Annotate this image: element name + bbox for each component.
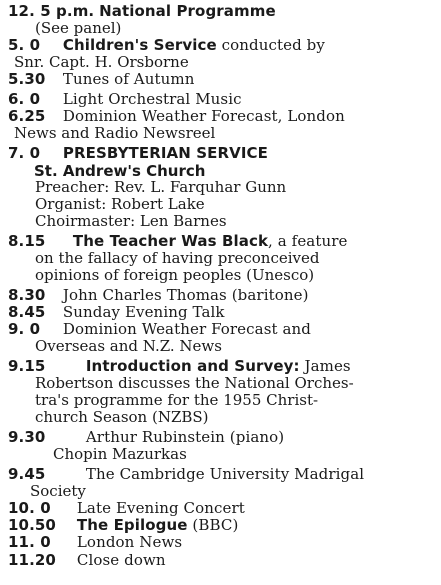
entry-continuation: (See panel) <box>35 19 122 37</box>
entry-time: 11.20 <box>8 551 56 569</box>
entry-continuation: News and Radio Newsreel <box>14 124 216 142</box>
entry-text: Tunes of Autumn <box>62 70 195 88</box>
listing-entry <box>8 91 436 108</box>
entry-time: 8.30 <box>8 286 46 304</box>
entry-heading: National Programme <box>99 2 276 20</box>
entry-continuation: Chopin Mazurkas <box>53 445 187 463</box>
entry-text: Late Evening Concert <box>76 499 245 517</box>
listing-entry <box>8 304 436 321</box>
entry-time: 10.50 <box>8 516 56 534</box>
entry-text: Light Orchestral Music <box>62 90 242 108</box>
listing-entry <box>8 321 436 338</box>
listing-entry <box>8 3 436 20</box>
listing-entry <box>8 287 436 304</box>
church-title: St. Andrew's Church <box>34 162 206 180</box>
entry-continuation: Snr. Capt. H. Orsborne <box>14 53 189 71</box>
entry-text: Dominion Weather Forecast, London <box>62 107 345 125</box>
entry-time: 7. 0 <box>8 144 41 162</box>
entry-text: James <box>299 357 351 375</box>
listing-entry <box>8 145 436 162</box>
listing-entry <box>8 429 436 446</box>
listing-entry <box>8 71 436 88</box>
entry-text: John Charles Thomas (baritone) <box>62 286 309 304</box>
entry-time: 5.30 <box>8 70 46 88</box>
entry-text: Arthur Rubinstein (piano) <box>85 428 285 446</box>
entry-time: 8.45 <box>8 303 46 321</box>
listing-entry <box>8 358 436 375</box>
entry-heading: Children's Service <box>62 36 217 54</box>
church-preacher: Preacher: Rev. L. Farquhar Gunn <box>35 178 287 196</box>
listing-entry <box>8 108 436 125</box>
entry-time: 9.30 <box>8 428 46 446</box>
entry-time: 6.25 <box>8 107 46 125</box>
entry-time: 5. 0 <box>8 36 41 54</box>
listing-entry <box>8 466 436 483</box>
entry-text: Close down <box>76 551 166 569</box>
entry-text: Dominion Weather Forecast and <box>62 320 311 338</box>
entry-text: (BBC) <box>187 516 239 534</box>
entry-text: London News <box>76 533 183 551</box>
entry-heading: Introduction and Survey: <box>85 357 300 375</box>
entry-continuation: church Season (NZBS) <box>35 408 209 426</box>
entry-text: Sunday Evening Talk <box>62 303 225 321</box>
entry-continuation: on the fallacy of having preconceived <box>35 249 320 267</box>
entry-heading: PRESBYTERIAN SERVICE <box>62 144 268 162</box>
entry-heading: The Teacher Was Black <box>72 232 269 250</box>
entry-continuation: Overseas and N.Z. News <box>35 337 222 355</box>
listing-entry <box>8 517 436 534</box>
entry-time: 9.45 <box>8 465 46 483</box>
church-choirmaster: Choirmaster: Len Barnes <box>35 212 227 230</box>
entry-continuation: Society <box>30 482 86 500</box>
entry-time: 9.15 <box>8 357 46 375</box>
listing-entry <box>8 534 436 551</box>
entry-heading: The Epilogue <box>76 516 188 534</box>
listing-entry <box>8 37 436 54</box>
entry-time: 10. 0 <box>8 499 51 517</box>
listing-entry <box>8 233 436 250</box>
entry-text: The Cambridge University Madrigal <box>85 465 365 483</box>
entry-time: 6. 0 <box>8 90 41 108</box>
entry-time: 8.15 <box>8 232 46 250</box>
listing-entry <box>8 552 436 569</box>
entry-continuation: Robertson discusses the National Orches- <box>35 374 354 392</box>
entry-time: 12. 5 p.m. <box>8 2 95 20</box>
listing-entry <box>8 500 436 517</box>
entry-text: , a feature <box>268 232 348 250</box>
entry-continuation: tra's programme for the 1955 Christ- <box>35 391 319 409</box>
church-organist: Organist: Robert Lake <box>35 195 205 213</box>
entry-text: conducted by <box>216 36 325 54</box>
entry-continuation: opinions of foreign peoples (Unesco) <box>35 266 315 284</box>
entry-time: 9. 0 <box>8 320 41 338</box>
entry-time: 11. 0 <box>8 533 51 551</box>
